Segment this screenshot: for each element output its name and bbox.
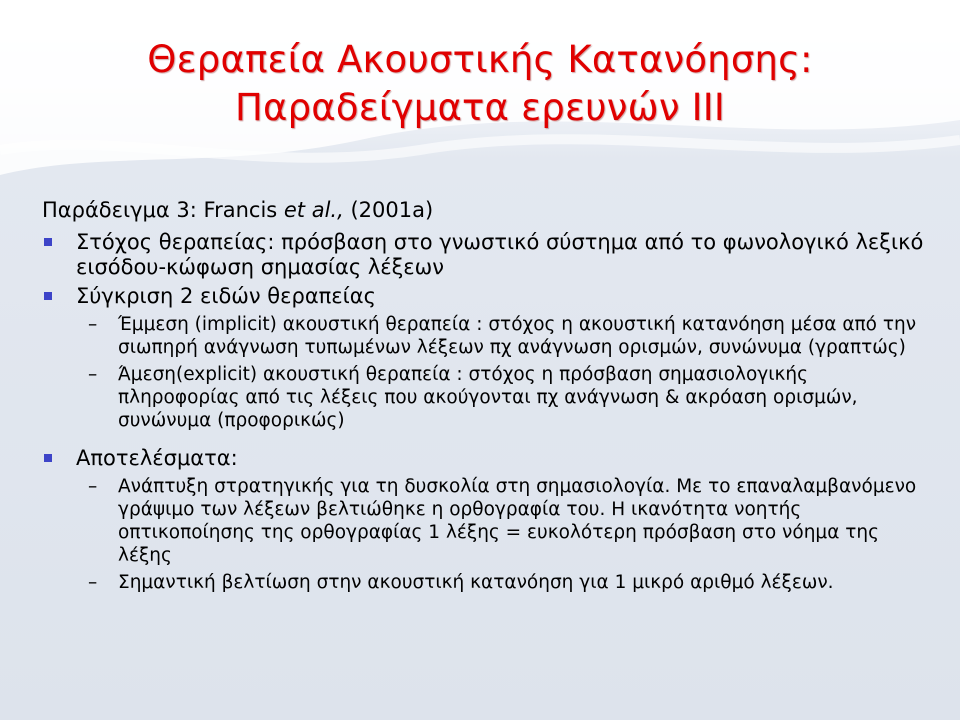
sub-item-text: Άμεση(explicit) ακουστική θεραπεία : στόχος η πρόσβαση σημασιολογικής πληροφορίας από τις λέξεις που ακούγονται πχ ανάγνωση & ακρόαση ορισμών, συνώνυμα (προφορικώς)	[118, 364, 858, 431]
intro-italic: et al.,	[283, 198, 344, 222]
bullet-therapy-goal	[42, 230, 932, 280]
bullet-text: Σύγκριση 2 ειδών θεραπείας	[76, 284, 376, 308]
dash-bullet: –	[88, 476, 98, 497]
square-bullet-icon	[44, 292, 52, 300]
slide-content	[42, 196, 932, 598]
sub-item-explicit-therapy	[42, 363, 932, 432]
sub-item-improvement	[42, 571, 932, 594]
title-line-2: Παραδείγματα ερευνών ΙΙΙ	[234, 86, 725, 129]
sub-item-strategy	[42, 475, 932, 567]
dash-bullet: –	[88, 314, 98, 335]
slide-title	[40, 36, 920, 132]
sub-item-text: Ανάπτυξη στρατηγικής για τη δυσκολία στη σημασιολογία. Με το επαναλαμβανόμενο γράψιμο των λέξεων βελτιώθηκε η ορθογραφία του. Η ικανότητα νοητής οπτικοποίησης της ορθογραφίας 1 λέξης = ευκολότερη πρόσβαση στο νόημα της λέξης	[118, 476, 917, 566]
bullet-text: Στόχος θεραπείας: πρόσβαση στο γνωστικό σύστημα από το φωνολογικό λεξικό εισόδου-κώφωση σημασίας λέξεων	[76, 230, 924, 279]
sub-item-implicit-therapy	[42, 313, 932, 359]
square-bullet-icon	[44, 238, 52, 246]
square-bullet-icon	[44, 454, 52, 462]
dash-bullet: –	[88, 572, 98, 593]
bullet-therapy-comparison	[42, 284, 932, 309]
title-line-1: Θεραπεία Ακουστικής Κατανόησης:	[147, 38, 813, 81]
bullet-text: Αποτελέσματα:	[76, 446, 238, 470]
sub-item-text: Έμμεση (implicit) ακουστική θεραπεία : στόχος η ακουστική κατανόηση μέσα από την σιωπηρή ανάγνωση τυπωμένων λέξεων πχ ανάγνωση ορισμών, συνώνυμα (γραπτώς)	[118, 314, 917, 358]
intro-suffix: (2001a)	[343, 198, 434, 222]
sub-item-text: Σημαντική βελτίωση στην ακουστική κατανόηση για 1 μικρό αριθμό λέξεων.	[118, 572, 834, 593]
bullet-results	[42, 446, 932, 471]
intro-line	[42, 196, 932, 224]
intro-prefix: Παράδειγμα 3: Francis	[42, 198, 284, 222]
dash-bullet: –	[88, 364, 98, 385]
